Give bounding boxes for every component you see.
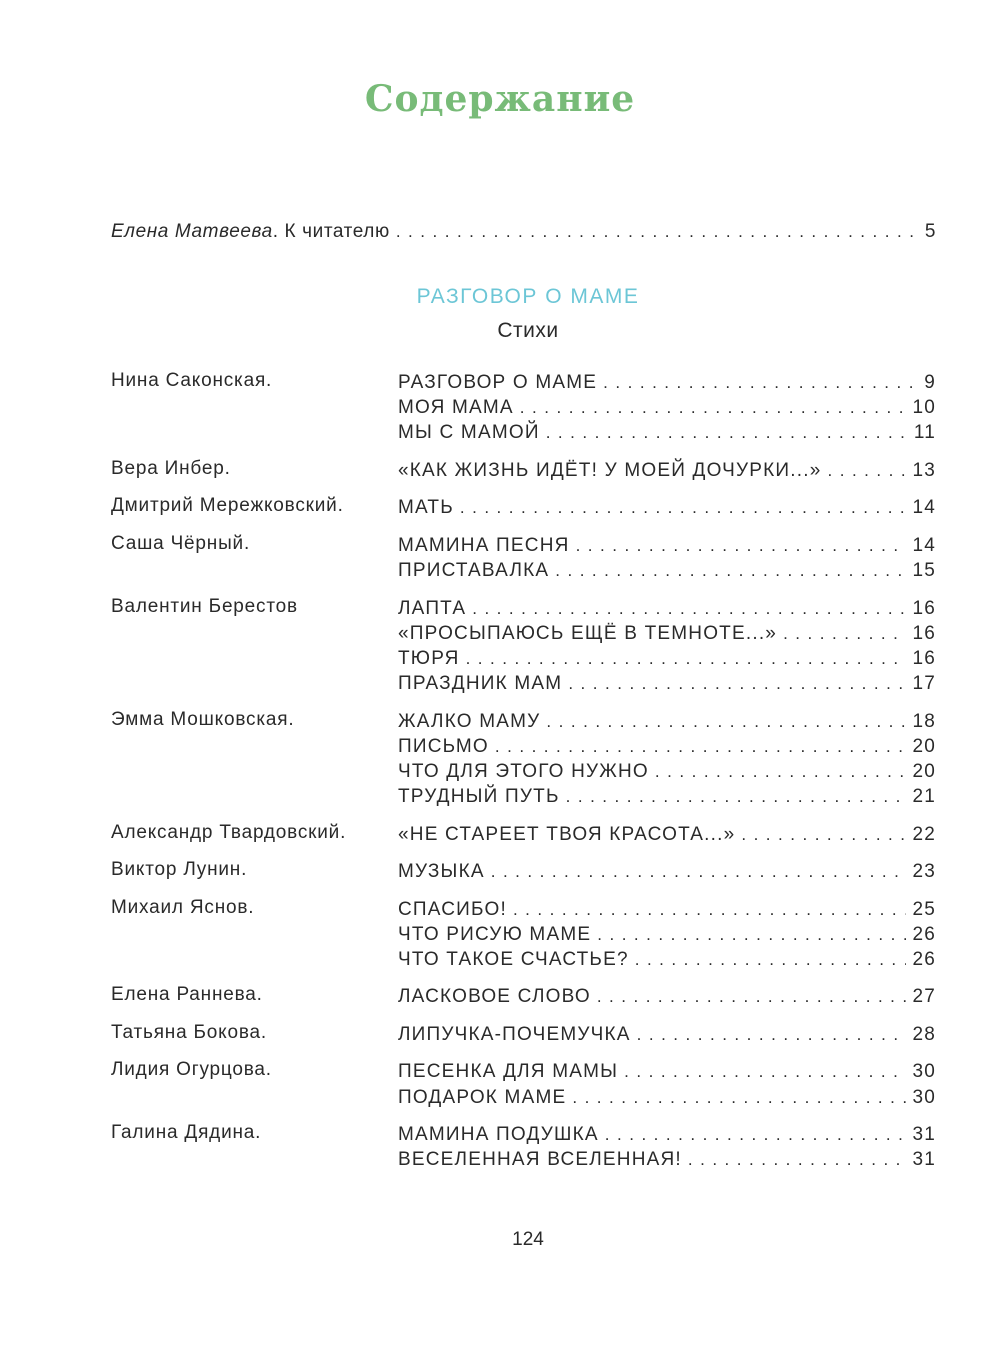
toc-entry[interactable]: [398, 1085, 936, 1110]
work-title: МАМИНА ПЕСНЯ: [398, 534, 570, 556]
works-list: [398, 495, 936, 520]
author-name: Елена Раннева.: [111, 984, 263, 1006]
toc-author-group: [111, 859, 936, 884]
work-title: ПИСЬМО: [398, 735, 489, 757]
work-page-number: 9: [924, 372, 936, 393]
author-name: Александр Твардовский.: [111, 821, 347, 843]
work-title: ТРУДНЫЙ ПУТЬ: [398, 786, 560, 808]
work-page-number: 26: [912, 948, 936, 970]
toc-entry[interactable]: [398, 495, 936, 520]
dot-leader: [572, 1085, 906, 1110]
work-page-number: 10: [912, 397, 936, 419]
author-name: Саша Чёрный.: [111, 532, 251, 554]
work-title: «КАК ЖИЗНЬ ИДЁТ! У МОЕЙ ДОЧУРКИ...»: [398, 459, 822, 481]
dot-leader: [624, 1059, 906, 1084]
work-page-number: 16: [912, 647, 936, 669]
toc-entry[interactable]: [398, 947, 936, 972]
toc-entry[interactable]: [398, 458, 936, 483]
works-list: [398, 533, 936, 583]
work-title: ЖАЛКО МАМУ: [398, 710, 541, 732]
work-page-number: 14: [912, 497, 936, 519]
section-title: РАЗГОВОР О МАМЕ: [416, 285, 640, 308]
dot-leader: [597, 922, 906, 947]
toc-author-group: [111, 596, 936, 697]
page-number: 124: [512, 1229, 544, 1250]
work-title: ЧТО ДЛЯ ЭТОГО НУЖНО: [398, 760, 649, 782]
work-page-number: 15: [912, 560, 936, 582]
toc-entry[interactable]: [398, 822, 936, 847]
works-list: [398, 1059, 936, 1109]
toc-entry[interactable]: [398, 1059, 936, 1084]
work-title: «НЕ СТАРЕЕТ ТВОЯ КРАСОТА...»: [398, 823, 736, 845]
work-page-number: 16: [912, 597, 936, 619]
work-title: ЛАСКОВОЕ СЛОВО: [398, 986, 591, 1008]
toc-entry[interactable]: [398, 1147, 936, 1172]
work-page-number: 14: [912, 534, 936, 556]
dot-leader: [597, 984, 907, 1009]
author-name: Вера Инбер.: [111, 457, 231, 479]
dot-leader: [635, 947, 907, 972]
work-title: МАМИНА ПОДУШКА: [398, 1124, 599, 1146]
table-of-contents: [111, 370, 936, 1172]
toc-entry[interactable]: [398, 370, 936, 395]
author-name: Нина Саконская.: [111, 370, 273, 391]
author-name: Дмитрий Мережковский.: [111, 495, 344, 517]
toc-entry[interactable]: [398, 646, 936, 671]
dot-leader: [396, 222, 919, 242]
toc-author-group: [111, 1122, 936, 1172]
dot-leader: [637, 1022, 907, 1047]
toc-entry[interactable]: [398, 1022, 936, 1047]
dot-leader: [688, 1147, 907, 1172]
works-list: [398, 984, 936, 1009]
work-page-number: 13: [912, 459, 936, 481]
toc-entry[interactable]: [398, 533, 936, 558]
author-name: Лидия Огурцова.: [111, 1059, 272, 1081]
author-name: Татьяна Бокова.: [111, 1021, 267, 1043]
dot-leader: [546, 420, 908, 445]
work-page-number: 18: [912, 710, 936, 732]
toc-entry[interactable]: [398, 621, 936, 646]
author-name: Валентин Берестов: [111, 595, 298, 617]
works-list: [398, 897, 936, 973]
dot-leader: [566, 784, 907, 809]
author-name: Михаил Яснов.: [111, 896, 255, 918]
work-title: РАЗГОВОР О МАМЕ: [398, 372, 598, 393]
toc-entry[interactable]: [398, 759, 936, 784]
work-page-number: 20: [912, 735, 936, 757]
dot-leader: [491, 859, 907, 884]
works-list: [398, 458, 936, 483]
work-page-number: 30: [912, 1086, 936, 1108]
works-list: [398, 1022, 936, 1047]
intro-page-number: 5: [924, 221, 936, 242]
work-page-number: 30: [912, 1061, 936, 1083]
dot-leader: [555, 558, 906, 583]
work-page-number: 31: [912, 1149, 936, 1171]
work-page-number: 26: [912, 923, 936, 945]
author-name: Галина Дядина.: [111, 1122, 262, 1144]
work-title: ВЕСЕЛЕННАЯ ВСЕЛЕННАЯ!: [398, 1149, 682, 1171]
toc-author-group: [111, 1059, 936, 1109]
intro-author: Елена Матвеева: [111, 221, 273, 242]
dot-leader: [783, 621, 906, 646]
section-subtitle: Стихи: [497, 319, 559, 342]
work-title: «ПРОСЫПАЮСЬ ЕЩЁ В ТЕМНОТЕ...»: [398, 622, 778, 644]
work-title: ПОДАРОК МАМЕ: [398, 1086, 567, 1108]
toc-author-group: [111, 533, 936, 583]
toc-author-group: [111, 709, 936, 810]
dot-leader: [513, 897, 907, 922]
work-page-number: 27: [912, 986, 936, 1008]
dot-leader: [603, 370, 918, 395]
work-title: ПРАЗДНИК МАМ: [398, 673, 563, 695]
dot-leader: [466, 646, 907, 671]
dot-leader: [520, 395, 907, 420]
work-title: ПЕСЕНКА ДЛЯ МАМЫ: [398, 1061, 619, 1083]
dot-leader: [655, 759, 907, 784]
dot-leader: [546, 709, 906, 734]
toc-entry[interactable]: [398, 1122, 936, 1147]
author-name: Виктор Лунин.: [111, 859, 248, 881]
toc-author-group: [111, 495, 936, 520]
work-page-number: 31: [912, 1124, 936, 1146]
toc-author-group: [111, 984, 936, 1009]
intro-title: . К читателю: [272, 221, 390, 242]
work-title: СПАСИБО!: [398, 898, 507, 920]
toc-author-group: [111, 897, 936, 973]
dot-leader: [828, 458, 907, 483]
toc-entry[interactable]: [398, 596, 936, 621]
work-title: МОЯ МАМА: [398, 397, 514, 419]
author-name: Эмма Мошковская.: [111, 708, 295, 730]
works-list: [398, 596, 936, 697]
work-title: ТЮРЯ: [398, 647, 460, 669]
work-title: ЛИПУЧКА-ПОЧЕМУЧКА: [398, 1023, 631, 1045]
toc-entry[interactable]: [398, 395, 936, 420]
toc-entry[interactable]: [398, 859, 936, 884]
work-page-number: 22: [912, 823, 936, 845]
dot-leader: [741, 822, 906, 847]
work-page-number: 11: [913, 422, 936, 444]
work-title: ПРИСТАВАЛКА: [398, 560, 550, 582]
toc-author-group: [111, 458, 936, 483]
work-page-number: 20: [912, 760, 936, 782]
toc-entry[interactable]: [398, 671, 936, 696]
works-list: [398, 709, 936, 810]
toc-entry[interactable]: [398, 897, 936, 922]
work-page-number: 25: [912, 898, 936, 920]
toc-entry[interactable]: [398, 734, 936, 759]
dot-leader: [472, 596, 906, 621]
toc-entry[interactable]: [398, 558, 936, 583]
work-page-number: 21: [912, 786, 936, 808]
work-page-number: 28: [912, 1023, 936, 1045]
work-title: ЧТО РИСУЮ МАМЕ: [398, 923, 592, 945]
work-title: МЫ С МАМОЙ: [398, 422, 540, 444]
works-list: [398, 370, 936, 446]
toc-entry[interactable]: [398, 420, 936, 445]
toc-author-group: [111, 1022, 936, 1047]
work-page-number: 23: [912, 861, 936, 883]
toc-entry[interactable]: [398, 922, 936, 947]
work-title: МАТЬ: [398, 497, 454, 519]
dot-leader: [495, 734, 907, 759]
works-list: [398, 822, 936, 847]
dot-leader: [605, 1122, 907, 1147]
dot-leader: [460, 495, 907, 520]
work-page-number: 16: [912, 622, 936, 644]
work-title: ЧТО ТАКОЕ СЧАСТЬЕ?: [398, 948, 629, 970]
work-page-number: 17: [912, 673, 936, 695]
toc-intro-entry[interactable]: [111, 221, 936, 243]
toc-author-group: [111, 822, 936, 847]
work-title: МУЗЫКА: [398, 861, 485, 883]
dot-leader: [576, 533, 907, 558]
toc-author-group: [111, 370, 936, 446]
toc-entry[interactable]: [398, 784, 936, 809]
works-list: [398, 859, 936, 884]
works-list: [398, 1122, 936, 1172]
toc-entry[interactable]: [398, 984, 936, 1009]
work-title: ЛАПТА: [398, 597, 467, 619]
page-title: Содержание: [364, 78, 636, 120]
toc-entry[interactable]: [398, 709, 936, 734]
dot-leader: [568, 671, 906, 696]
